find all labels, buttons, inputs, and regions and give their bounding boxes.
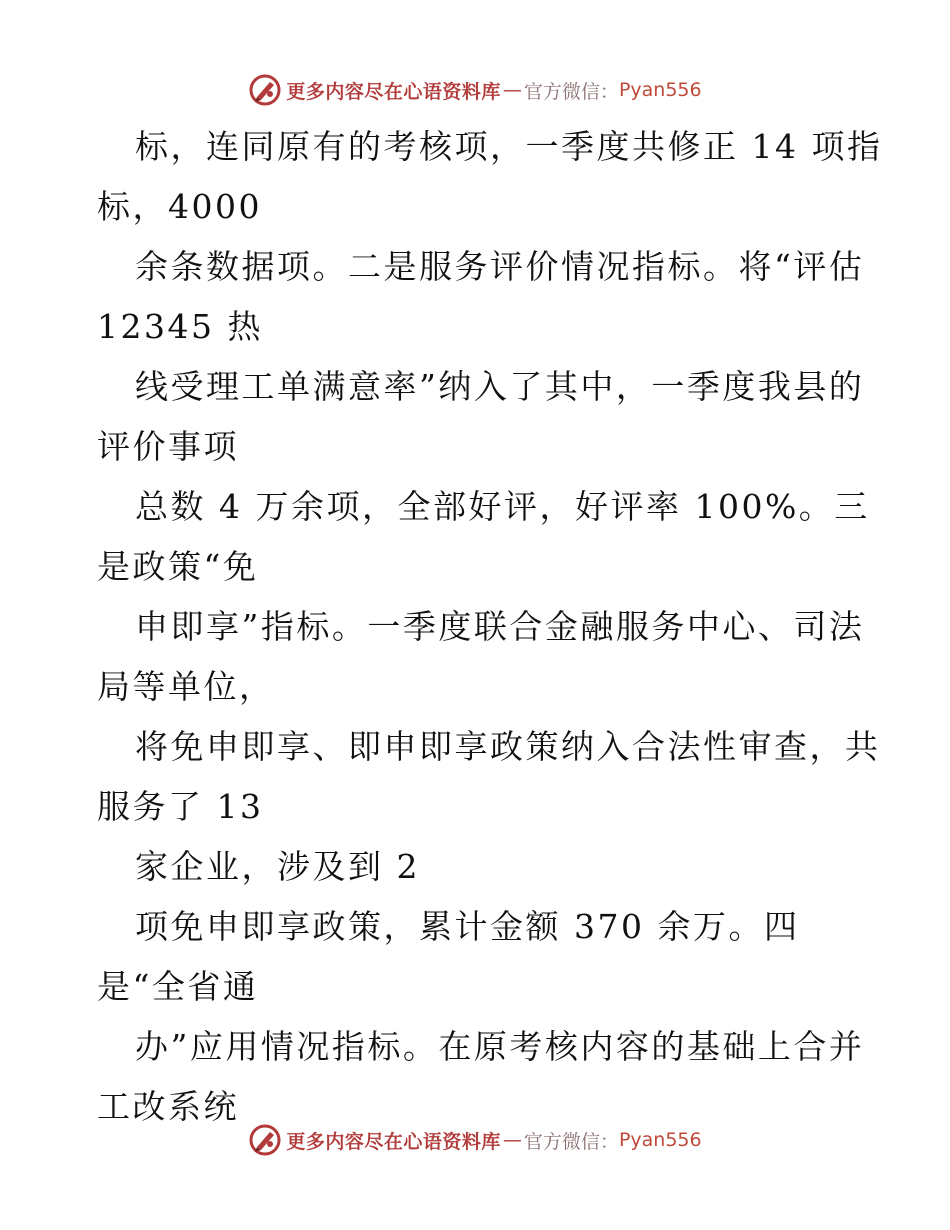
wechat-account: Pyan556 — [618, 1129, 702, 1151]
banner-dash: — — [502, 79, 522, 101]
body-line-15: 是“全省通 — [97, 967, 259, 1006]
banner-dash: — — [502, 1129, 522, 1151]
library-text: 更多内容尽在心语资料库 — [286, 80, 501, 103]
body-line-10: 局等单位， — [97, 667, 275, 706]
library-logo-icon — [248, 73, 282, 107]
body-line-5: 线受理工单满意率”纳入了其中，一季度我县的 — [135, 367, 865, 406]
library-logo-icon — [248, 1123, 282, 1157]
wechat-label: 官方微信： — [523, 1130, 619, 1153]
body-line-7: 总数 4 万余项，全部好评，好评率 100%。三 — [135, 487, 870, 526]
body-line-14: 项免申即享政策，累计金额 370 余万。四 — [135, 907, 800, 946]
document-body — [0, 117, 950, 1137]
body-line-16: 办”应用情况指标。在原考核内容的基础上合并 — [135, 1027, 865, 1066]
wechat-account: Pyan556 — [618, 79, 702, 101]
body-line-9: 申即享”指标。一季度联合金融服务中心、司法 — [135, 607, 865, 646]
footer-banner — [0, 1120, 950, 1160]
body-line-17: 工改系统 — [97, 1087, 239, 1126]
body-line-4: 12345 热 — [97, 307, 263, 346]
header-banner — [0, 70, 950, 110]
wechat-label: 官方微信： — [523, 80, 619, 103]
body-line-3: 余条数据项。二是服务评价情况指标。将“评估 — [135, 247, 865, 286]
body-line-2: 标，4000 — [97, 187, 262, 226]
body-line-13: 家企业，涉及到 2 — [135, 847, 420, 886]
body-line-1: 标，连同原有的考核项，一季度共修正 14 项指 — [135, 127, 883, 166]
library-text: 更多内容尽在心语资料库 — [286, 1130, 501, 1153]
body-line-6: 评价事项 — [97, 427, 239, 466]
body-line-8: 是政策“免 — [97, 547, 259, 586]
body-line-11: 将免申即享、即申即享政策纳入合法性审查，共 — [135, 727, 881, 766]
body-line-12: 服务了 13 — [97, 787, 264, 826]
